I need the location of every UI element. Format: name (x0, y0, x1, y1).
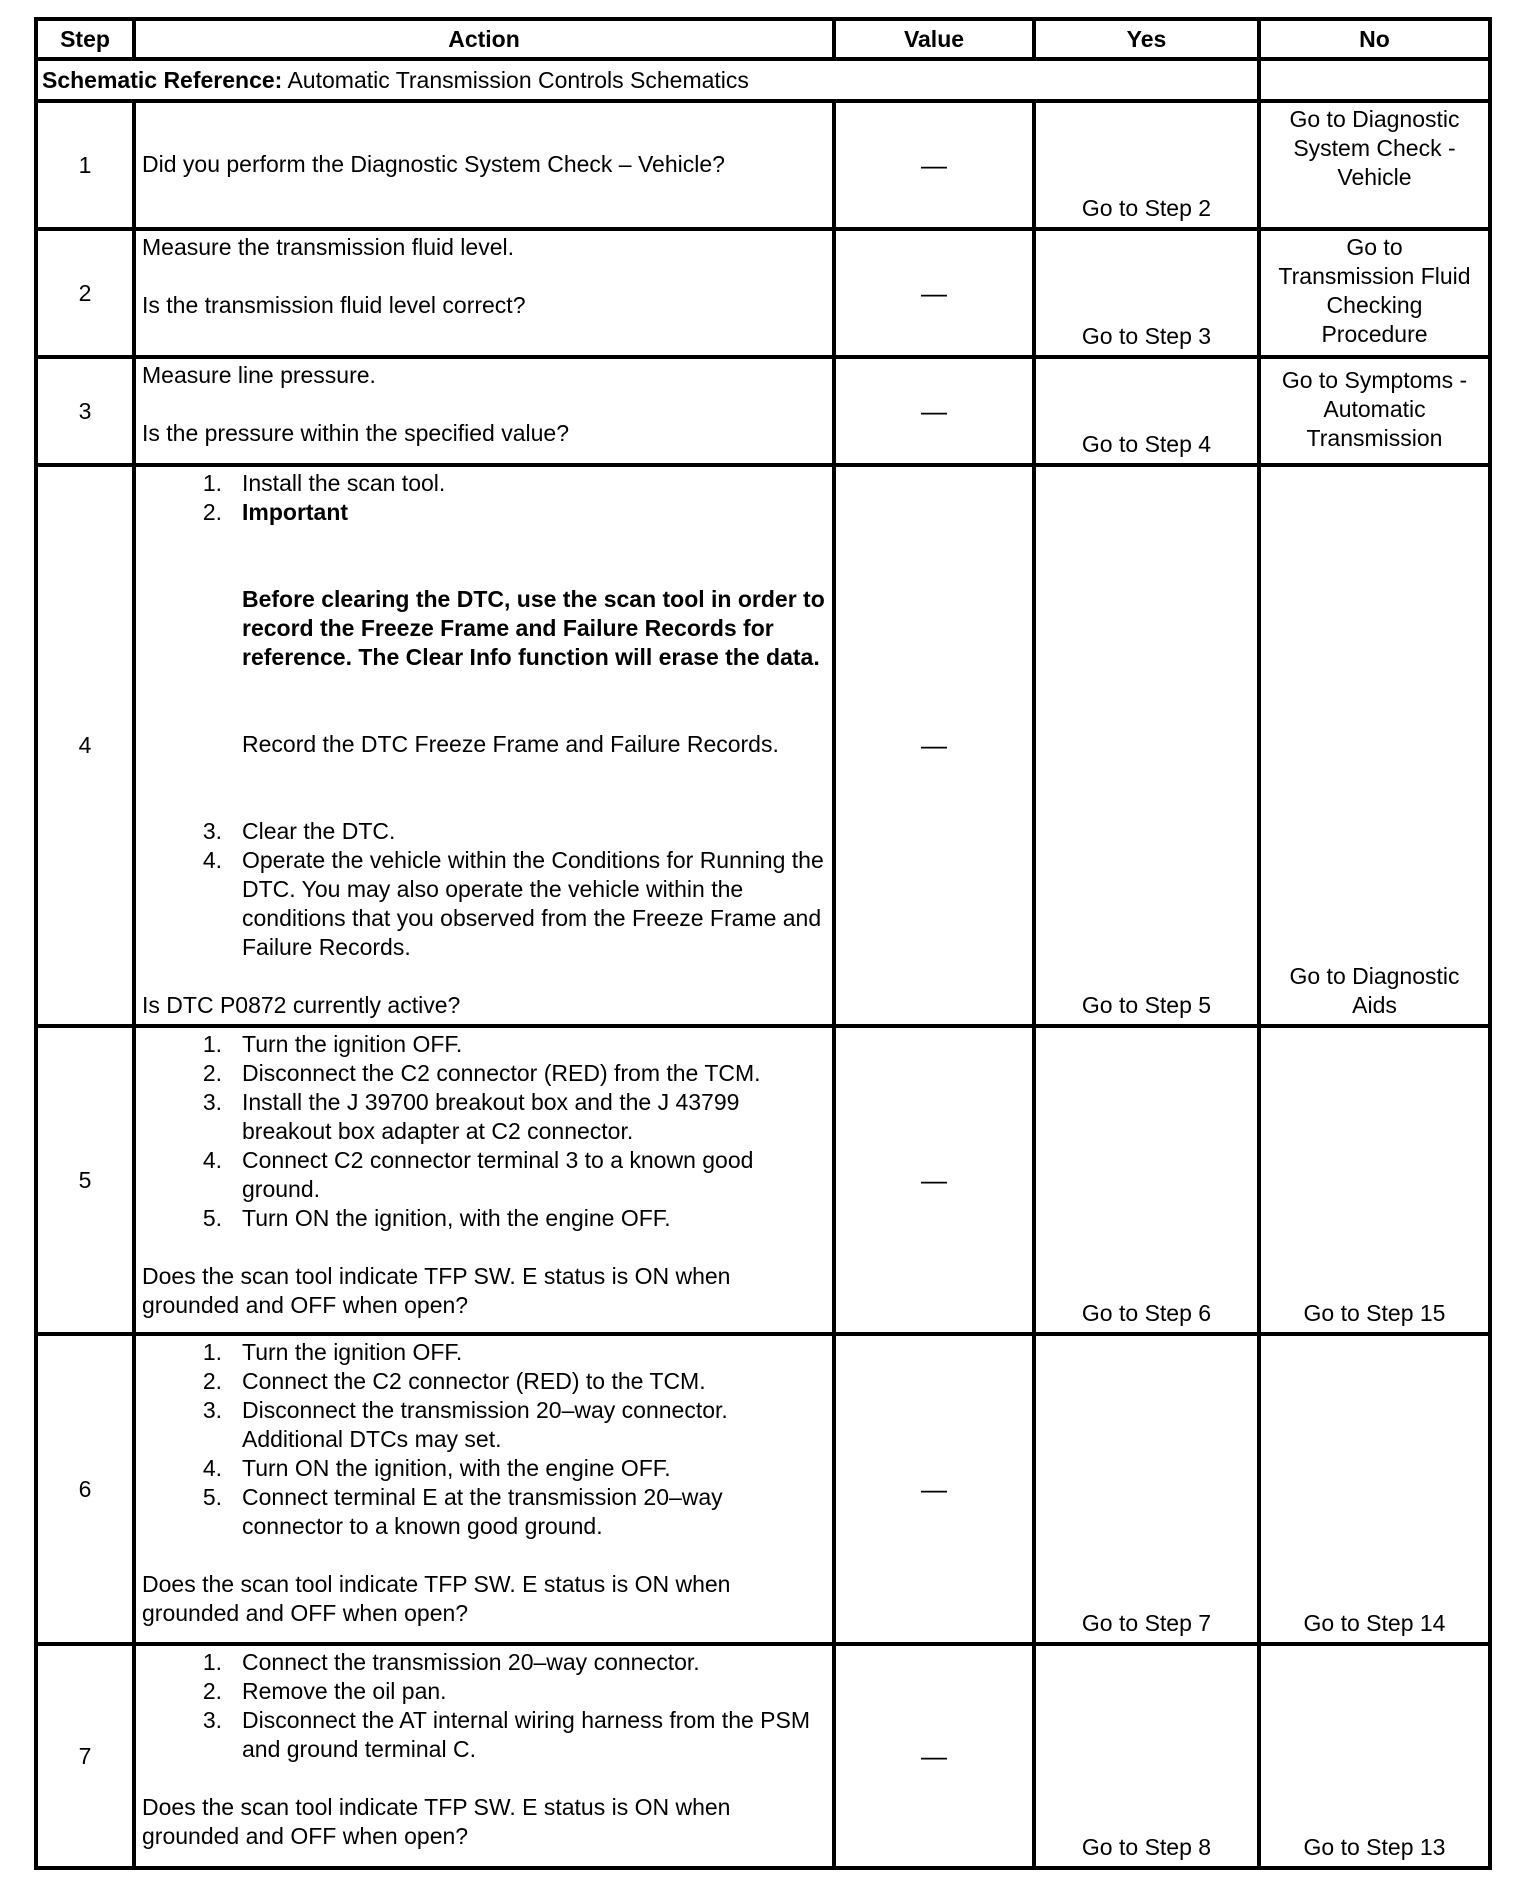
no-link[interactable]: Go to Diagnostic Aids (1259, 465, 1490, 1026)
no-link[interactable]: Go to Transmission Fluid Checking Procedure (1259, 229, 1490, 357)
header-no: No (1259, 19, 1490, 59)
list-item: 2. Disconnect the C2 connector (RED) from the TCM. (202, 1060, 761, 1086)
value-cell: — (834, 1026, 1034, 1334)
list-item: 1. Turn the ignition OFF. (202, 1339, 463, 1365)
procedure-list (142, 1648, 828, 1764)
step-number: 4 (36, 465, 134, 1026)
action-cell (134, 465, 834, 1026)
list-item: 2. Remove the oil pan. (202, 1678, 447, 1704)
value-cell: — (834, 229, 1034, 357)
list-item: 1. Install the scan tool. (202, 470, 446, 496)
procedure-list (142, 1338, 828, 1541)
list-item: 2. Connect the C2 connector (RED) to the TCM. (202, 1368, 706, 1394)
question-text: Is the pressure within the specified value? (142, 420, 570, 446)
yes-link[interactable]: Go to Step 5 (1034, 465, 1259, 1026)
value-cell: — (834, 1334, 1034, 1644)
question-text: Does the scan tool indicate TFP SW. E status is ON when grounded and OFF when open? (142, 1263, 731, 1318)
schematic-link[interactable]: Automatic Transmission Controls Schematics (282, 66, 749, 93)
step-number: 3 (36, 357, 134, 465)
header-row (36, 19, 1490, 59)
list-item: 3. Clear the DTC. (202, 818, 396, 844)
header-value: Value (834, 19, 1034, 59)
yes-link[interactable]: Go to Step 8 (1034, 1644, 1259, 1868)
procedure-list (142, 1030, 828, 1233)
schematic-empty-cell (1259, 59, 1490, 101)
yes-link[interactable]: Go to Step 3 (1034, 229, 1259, 357)
value-cell: — (834, 357, 1034, 465)
list-item: 5. Connect terminal E at the transmission 20–way connector to a known good ground. (202, 1484, 723, 1539)
list-item: 1. Turn the ignition OFF. (202, 1031, 463, 1057)
action-cell (134, 101, 834, 229)
step-number: 6 (36, 1334, 134, 1644)
table-row (36, 1026, 1490, 1334)
action-cell (134, 1644, 834, 1868)
yes-link[interactable]: Go to Step 7 (1034, 1334, 1259, 1644)
table-row (36, 357, 1490, 465)
header-yes: Yes (1034, 19, 1259, 59)
no-link[interactable]: Go to Diagnostic System Check - Vehicle (1259, 101, 1490, 229)
question-text: Does the scan tool indicate TFP SW. E status is ON when grounded and OFF when open? (142, 1794, 731, 1849)
step-number: 5 (36, 1026, 134, 1334)
no-link[interactable]: Go to Step 13 (1259, 1644, 1490, 1868)
schematic-reference (36, 59, 1259, 101)
table-row (36, 229, 1490, 357)
list-item: 4. Connect C2 connector terminal 3 to a known good ground. (202, 1147, 754, 1202)
schematic-row (36, 59, 1490, 101)
table-row (36, 465, 1490, 1026)
question-text: Is the transmission fluid level correct? (142, 292, 526, 318)
list-item: 3. Disconnect the transmission 20–way connector. Additional DTCs may set. (202, 1397, 728, 1452)
value-cell: — (834, 101, 1034, 229)
header-action: Action (134, 19, 834, 59)
no-link[interactable]: Go to Step 15 (1259, 1026, 1490, 1334)
action-cell (134, 1334, 834, 1644)
no-link[interactable]: Go to Step 14 (1259, 1334, 1490, 1644)
procedure-list (142, 469, 828, 527)
action-cell (134, 1026, 834, 1334)
question-text: Does the scan tool indicate TFP SW. E status is ON when grounded and OFF when open? (142, 1571, 731, 1626)
header-step: Step (36, 19, 134, 59)
instruction-text: Measure the transmission fluid level. (142, 234, 514, 260)
table-row (36, 1644, 1490, 1868)
list-item: 5. Turn ON the ignition, with the engine OFF. (202, 1205, 671, 1231)
table-row (36, 101, 1490, 229)
step-number: 7 (36, 1644, 134, 1868)
list-item: 4. Operate the vehicle within the Conditions for Running the DTC. You may also operate the vehicle within the conditions that you observed from the Freeze Frame and Failure Records. (202, 847, 824, 960)
list-item: 2. Important (202, 499, 349, 525)
schematic-label: Schematic Reference: (42, 66, 283, 93)
instruction-text: Measure line pressure. (142, 362, 376, 388)
table-row (36, 1334, 1490, 1644)
list-item: 1. Connect the transmission 20–way connector. (202, 1649, 700, 1675)
list-item: 3. Install the J 39700 breakout box and the J 43799 breakout box adapter at C2 connector. (202, 1089, 740, 1144)
yes-link[interactable]: Go to Step 4 (1034, 357, 1259, 465)
yes-link[interactable]: Go to Step 2 (1034, 101, 1259, 229)
question-text: Did you perform the Diagnostic System Check – Vehicle? (142, 150, 725, 177)
question-text: Is DTC P0872 currently active? (142, 992, 461, 1018)
list-item: 4. Turn ON the ignition, with the engine OFF. (202, 1455, 671, 1481)
diagnostic-table (34, 17, 1492, 1870)
no-link[interactable]: Go to Symptoms - Automatic Transmission (1259, 357, 1490, 465)
step-number: 2 (36, 229, 134, 357)
action-cell (134, 357, 834, 465)
yes-link[interactable]: Go to Step 6 (1034, 1026, 1259, 1334)
action-cell (134, 229, 834, 357)
list-item: 3. Disconnect the AT internal wiring harness from the PSM and ground terminal C. (202, 1707, 811, 1762)
record-instruction: Record the DTC Freeze Frame and Failure Records. (242, 731, 779, 757)
procedure-list (142, 817, 828, 962)
value-cell: — (834, 465, 1034, 1026)
value-cell: — (834, 1644, 1034, 1868)
important-note: Before clearing the DTC, use the scan tool in order to record the Freeze Frame and Failure Records for reference. The Clear Info function will erase the data. (242, 586, 825, 670)
step-number: 1 (36, 101, 134, 229)
